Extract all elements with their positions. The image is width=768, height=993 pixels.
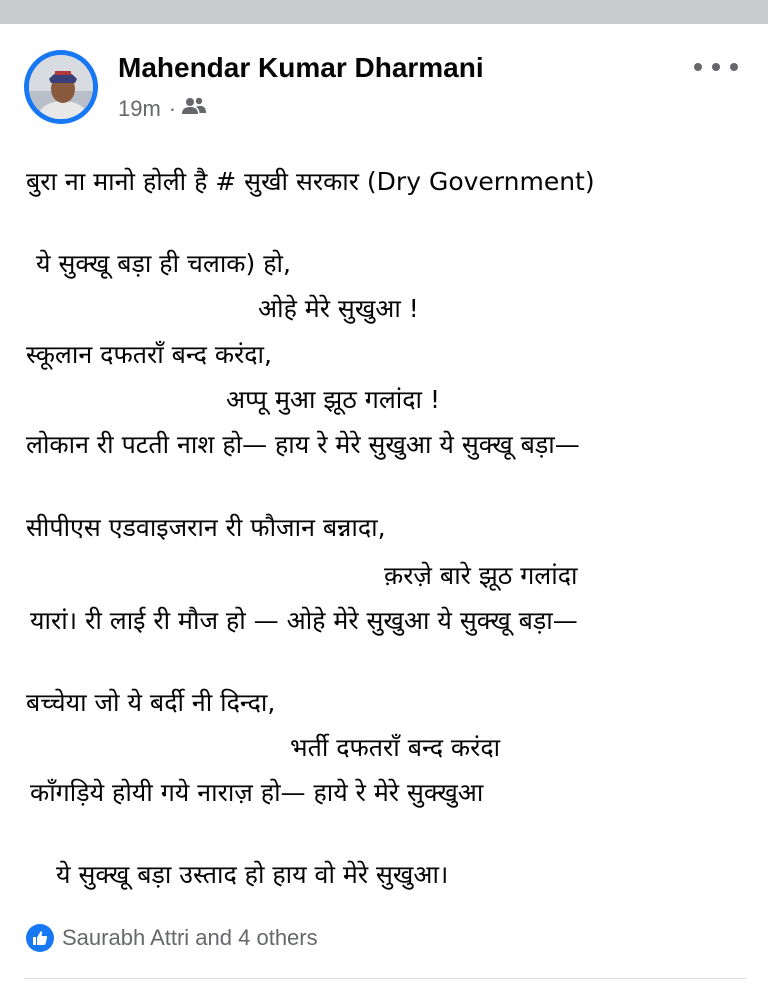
post-line: ये सुक्खू बड़ा उस्ताद हो हाय वो मेरे सुखुआ। — [56, 860, 449, 889]
reactions-summary[interactable]: Saurabh Attri and 4 others — [62, 925, 318, 950]
post-line: ये सुक्खू बड़ा ही चलाक) हो, — [36, 249, 291, 278]
post-line: सीपीएस एडवाइजरान री फौजान बन्नादा, — [26, 513, 386, 542]
post-line: अप्पू मुआ झूठ गलांदा ! — [226, 385, 440, 414]
post-line: ओहे मेरे सुखुआ ! — [258, 294, 419, 323]
post-line: भर्ती दफतराँ बन्द करंदा — [290, 733, 501, 762]
divider — [24, 978, 746, 979]
avatar[interactable] — [24, 50, 98, 124]
more-options-icon[interactable] — [694, 55, 738, 79]
post-line: यारां। री लाई री मौज हो — ओहे मेरे सुखुआ ये सुक्खू बड़ा— — [30, 606, 578, 635]
post-line: स्कूलान दफतराँ बन्द करंदा, — [26, 340, 272, 369]
reactions-bar[interactable] — [26, 922, 318, 954]
post-meta — [118, 94, 206, 124]
post-line: बुरा ना मानो होली है # सुखी सरकार (Dry Government) — [26, 167, 595, 196]
meta-separator: · — [168, 96, 177, 121]
friends-icon — [182, 96, 206, 122]
top-bar — [0, 0, 768, 24]
post-card — [0, 24, 768, 993]
author-name[interactable]: Mahendar Kumar Dharmani — [118, 52, 484, 83]
like-icon — [26, 924, 54, 952]
post-line: बच्चेया जो ये बर्दी नी दिन्दा, — [26, 688, 276, 717]
post-line: लोकान री पटती नाश हो— हाय रे मेरे सुखुआ ये सुक्खू बड़ा— — [26, 430, 580, 459]
post-line: काँगड़िये होयी गये नाराज़ हो— हाये रे मेरे सुक्खुआ — [30, 778, 484, 807]
post-timestamp[interactable]: 19m — [118, 96, 161, 121]
post-line: क़रज़े बारे झूठ गलांदा — [384, 561, 578, 590]
